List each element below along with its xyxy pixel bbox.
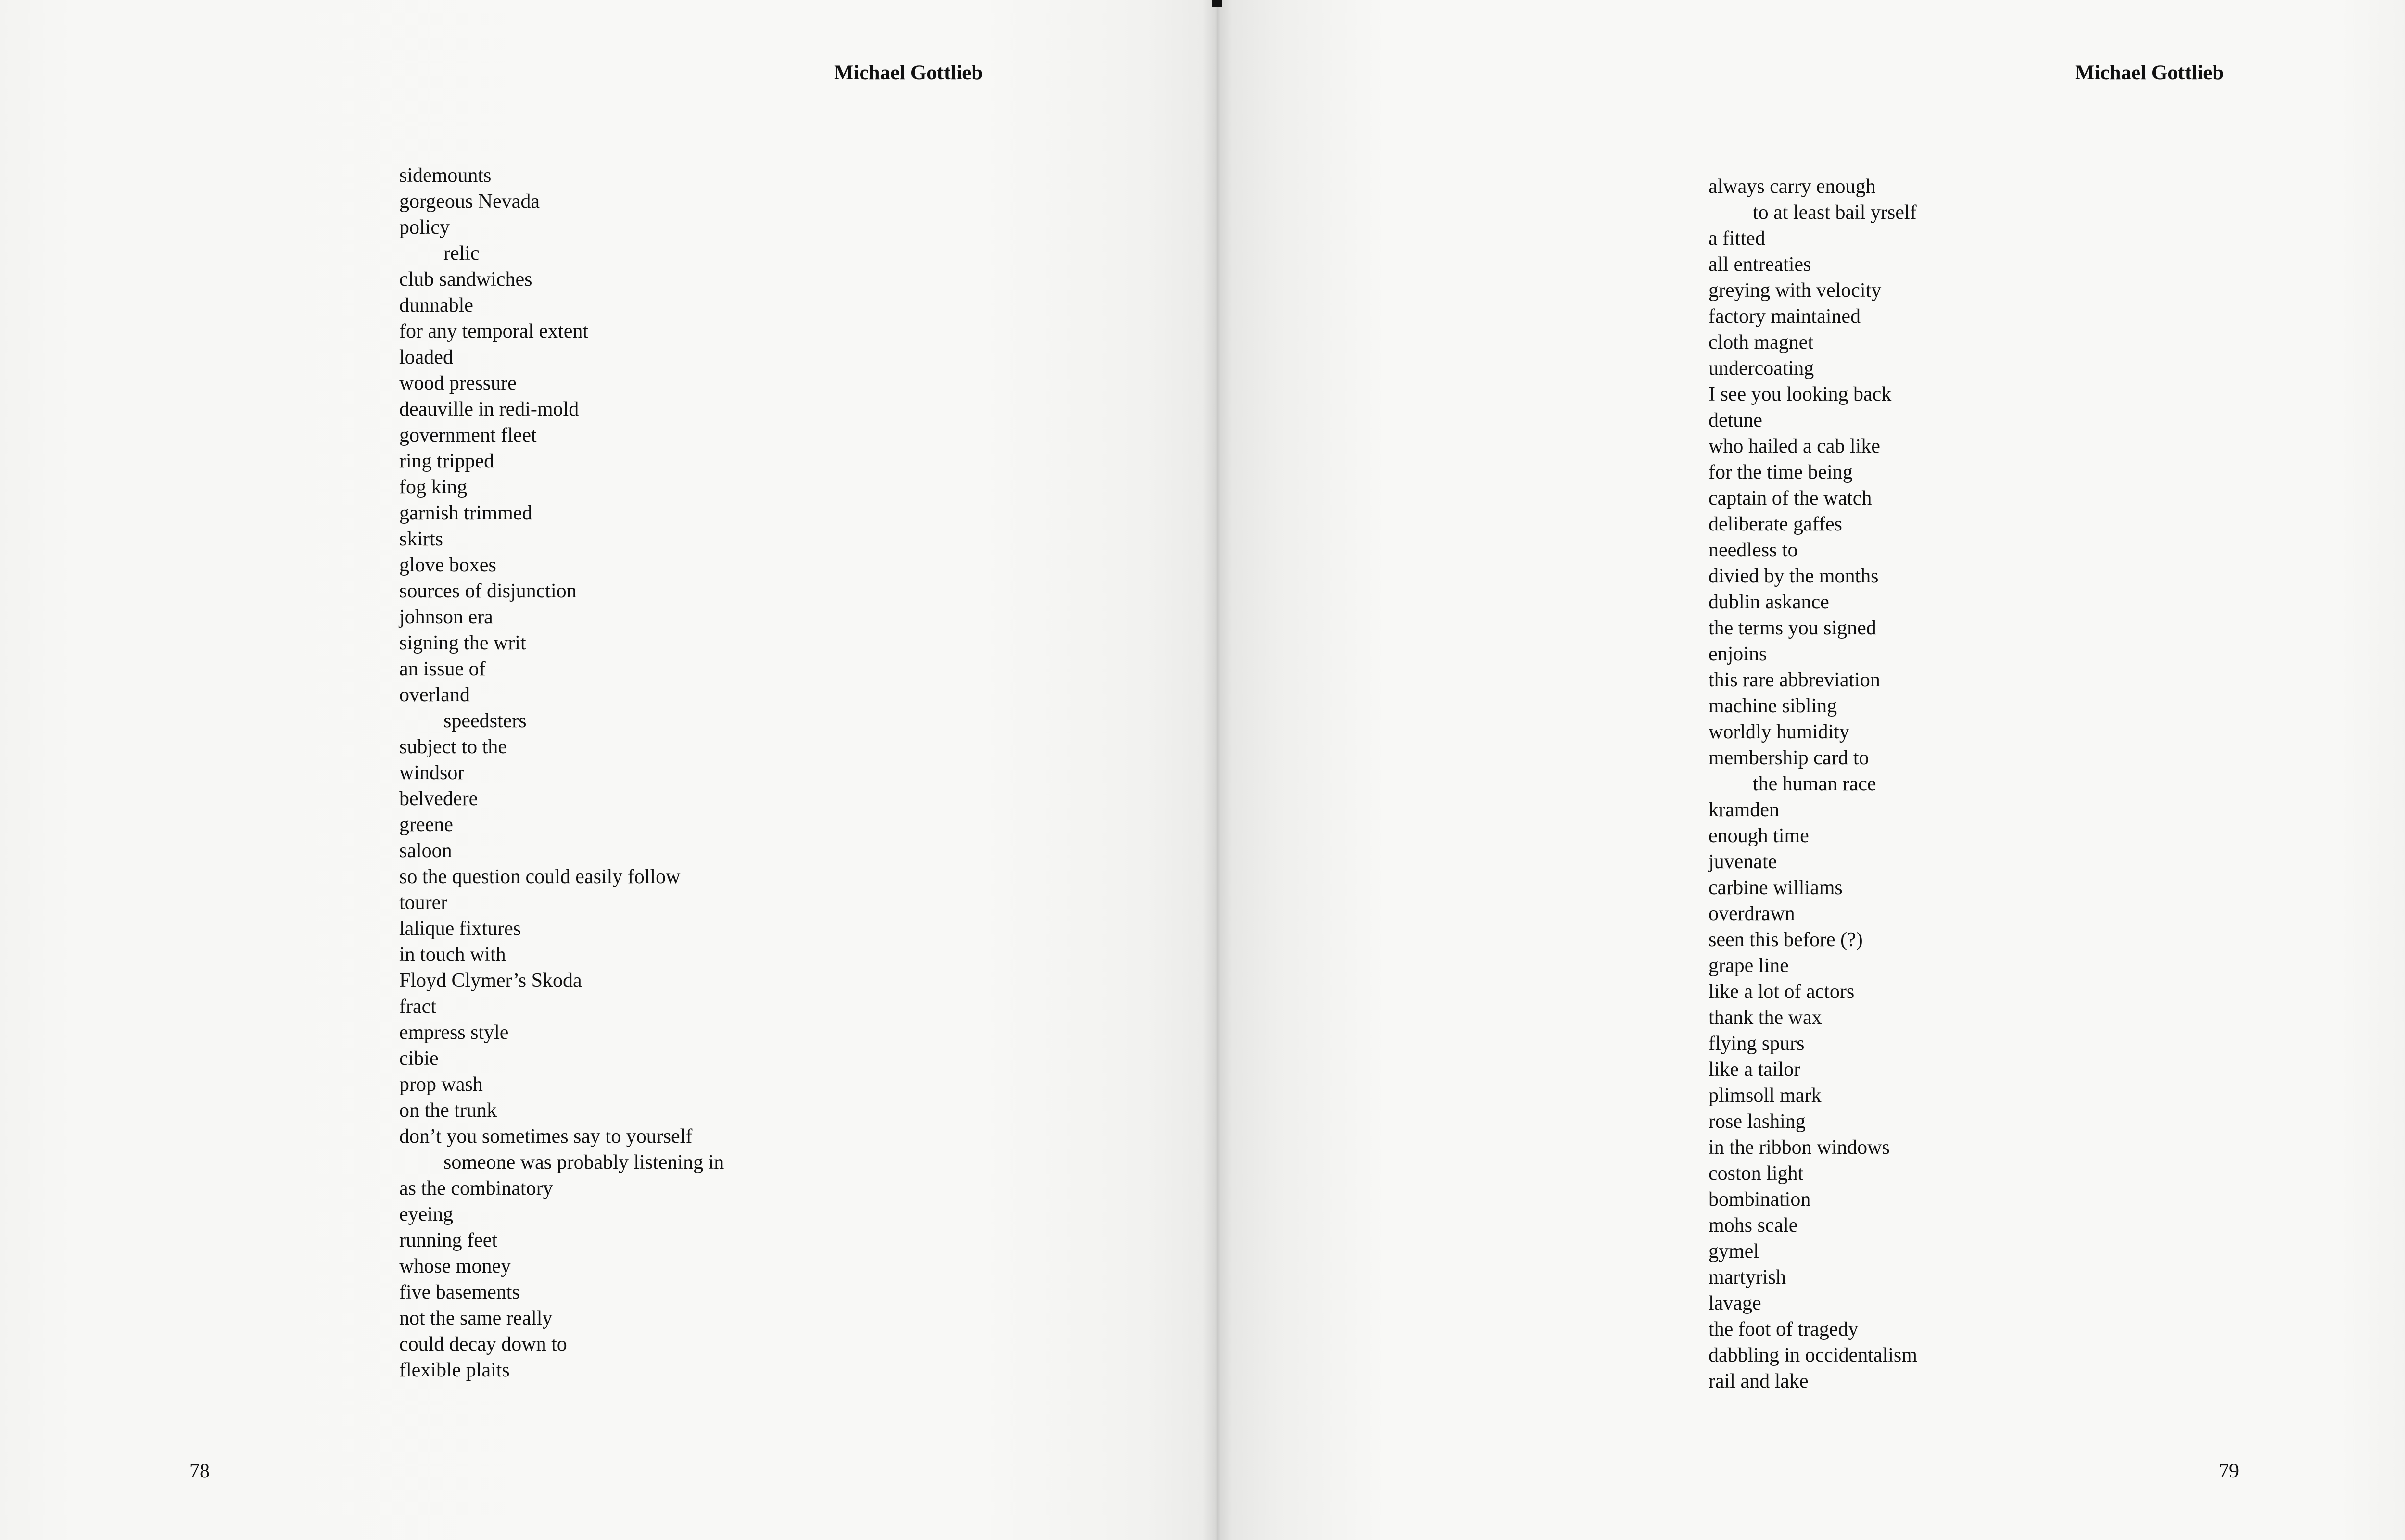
poem-line: juvenate <box>1709 851 1777 873</box>
poem-line: overland <box>399 684 470 706</box>
page-number-left: 78 <box>190 1460 210 1482</box>
poem-line: undercoating <box>1709 357 1814 379</box>
poem-line: don’t you sometimes say to yourself <box>399 1125 693 1148</box>
poem-line: kramden <box>1709 799 1779 821</box>
poem-line: an issue of <box>399 658 486 680</box>
poem-line: subject to the <box>399 736 507 758</box>
poem-line: empress style <box>399 1022 509 1044</box>
poem-line: club sandwiches <box>399 268 532 290</box>
poem-line: always carry enough <box>1709 176 1876 198</box>
poem-line: divied by the months <box>1709 565 1879 587</box>
poem-line: needless to <box>1709 539 1798 561</box>
poem-line: five basements <box>399 1281 520 1303</box>
poem-line: plimsoll mark <box>1709 1085 1822 1107</box>
poem-line: detune <box>1709 409 1762 431</box>
poem-line: coston light <box>1709 1162 1804 1185</box>
poem-line: windsor <box>399 762 465 784</box>
poem-line: skirts <box>399 528 443 550</box>
poem-line: to at least bail yrself <box>1753 202 1917 224</box>
poem-line: loaded <box>399 346 453 368</box>
poem-line: so the question could easily follow <box>399 866 681 888</box>
poem-line: this rare abbreviation <box>1709 669 1880 691</box>
poem-line: rose lashing <box>1709 1111 1806 1133</box>
poem-line: running feet <box>399 1229 498 1251</box>
poem-line: saloon <box>399 840 452 862</box>
poem-line: enough time <box>1709 825 1809 847</box>
poem-line: rail and lake <box>1709 1370 1809 1392</box>
poem-line: factory maintained <box>1709 305 1861 328</box>
poem-line: overdrawn <box>1709 903 1795 925</box>
poem-line: flexible plaits <box>399 1359 510 1381</box>
running-head-right: Michael Gottlieb <box>2075 62 2224 84</box>
poem-line: sidemounts <box>399 164 492 187</box>
poem-line: a fitted <box>1709 227 1765 250</box>
poem-line: the terms you signed <box>1709 617 1876 639</box>
poem-line: enjoins <box>1709 643 1767 665</box>
book-gutter <box>1202 0 1232 1540</box>
poem-line: johnson era <box>399 606 493 628</box>
poem-line: the human race <box>1753 773 1876 795</box>
binding-edge <box>1212 0 1222 7</box>
poem-line: like a tailor <box>1709 1059 1801 1081</box>
poem-line: ring tripped <box>399 450 494 472</box>
poem-line: whose money <box>399 1255 511 1277</box>
poem-line: lavage <box>1709 1292 1761 1314</box>
poem-line: fract <box>399 996 436 1018</box>
poem-line: relic <box>443 242 480 265</box>
poem-line: deliberate gaffes <box>1709 513 1842 535</box>
poem-line: sources of disjunction <box>399 580 577 602</box>
poem-line: policy <box>399 216 450 239</box>
page-number-right: 79 <box>2219 1460 2239 1482</box>
poem-line: I see you looking back <box>1709 383 1892 405</box>
poem-line: glove boxes <box>399 554 496 576</box>
poem-line: eyeing <box>399 1203 453 1225</box>
poem-line: not the same really <box>399 1307 553 1329</box>
poem-line: belvedere <box>399 788 478 810</box>
poem-line: grape line <box>1709 955 1789 977</box>
poem-line: wood pressure <box>399 372 517 394</box>
poem-line: gymel <box>1709 1240 1759 1262</box>
poem-line: gorgeous Nevada <box>399 190 540 213</box>
poem-line: dunnable <box>399 294 473 316</box>
poem-line: greene <box>399 814 453 836</box>
poem-line: martyrish <box>1709 1266 1786 1288</box>
poem-line: bombination <box>1709 1188 1811 1211</box>
poem-line: cloth magnet <box>1709 331 1814 353</box>
poem-line: mohs scale <box>1709 1214 1798 1237</box>
poem-line: greying with velocity <box>1709 279 1882 302</box>
poem-line: membership card to <box>1709 747 1869 769</box>
poem-line: dublin askance <box>1709 591 1829 613</box>
right-page <box>1217 0 2405 1540</box>
poem-right <box>1709 174 1917 1394</box>
poem-line: fog king <box>399 476 468 498</box>
poem-line: prop wash <box>399 1073 483 1096</box>
poem-line: dabbling in occidentalism <box>1709 1344 1917 1366</box>
poem-line: speedsters <box>443 710 527 732</box>
poem-line: all entreaties <box>1709 253 1811 276</box>
poem-line: machine sibling <box>1709 695 1837 717</box>
poem-line: thank the wax <box>1709 1007 1822 1029</box>
poem-line: tourer <box>399 892 448 914</box>
poem-line: deauville in redi-mold <box>399 398 579 420</box>
poem-line: who hailed a cab like <box>1709 435 1880 457</box>
poem-line: someone was probably listening in <box>443 1151 724 1174</box>
running-head-left: Michael Gottlieb <box>834 62 983 84</box>
poem-line: as the combinatory <box>399 1177 553 1199</box>
poem-line: for any temporal extent <box>399 320 589 342</box>
poem-line: carbine williams <box>1709 877 1843 899</box>
poem-line: on the trunk <box>399 1099 497 1122</box>
poem-line: seen this before (?) <box>1709 929 1863 951</box>
poem-line: signing the writ <box>399 632 526 654</box>
poem-line: lalique fixtures <box>399 918 521 940</box>
poem-line: the foot of tragedy <box>1709 1318 1859 1340</box>
poem-line: for the time being <box>1709 461 1853 483</box>
poem-line: worldly humidity <box>1709 721 1849 743</box>
poem-line: garnish trimmed <box>399 502 532 524</box>
poem-line: flying spurs <box>1709 1033 1805 1055</box>
poem-line: like a lot of actors <box>1709 981 1855 1003</box>
poem-line: could decay down to <box>399 1333 567 1355</box>
poem-line: Floyd Clymer’s Skoda <box>399 970 582 992</box>
poem-line: in touch with <box>399 944 506 966</box>
poem-line: captain of the watch <box>1709 487 1872 509</box>
poem-left <box>399 163 724 1383</box>
poem-line: in the ribbon windows <box>1709 1136 1890 1159</box>
poem-line: cibie <box>399 1048 439 1070</box>
poem-line: government fleet <box>399 424 537 446</box>
